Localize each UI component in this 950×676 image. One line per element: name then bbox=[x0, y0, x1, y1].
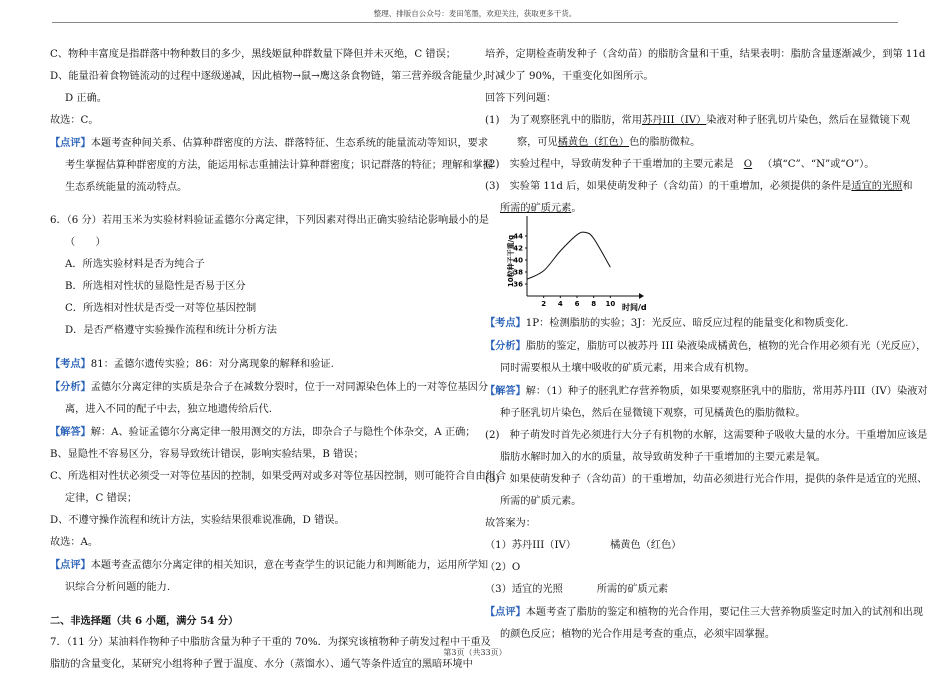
q7-sub3-text: (3) 实验第 11d 后，如果使萌发种子（含幼苗）的干重增加，必须提供的条件是 bbox=[485, 181, 852, 192]
q5-comment-line: 本题考查种间关系、估算种群密度的方法、群落特征、生态系统的能量流动等知识，要求 bbox=[90, 138, 489, 149]
q5-comment-line: 生态系统能量的流动特点。 bbox=[65, 182, 188, 193]
q7-solution-line: 种子胚乳切片染色，然后在显微镜下观察，可见橘黄色的脂肪微粒。 bbox=[500, 408, 806, 419]
q5-comment-line: 考生掌握估算种群密度的方法，能运用标志重捕法计算种群密度；识记群落的特征；理解和掌握 bbox=[65, 160, 493, 171]
analysis-tag: 【分析】 bbox=[485, 340, 526, 352]
q6-comment-line: 本题考查孟德尔分离定律的相关知识，意在考查学生的识记能力和判断能力，运用所学知 bbox=[90, 560, 489, 571]
chart-y-tick-label: 40 bbox=[513, 256, 523, 265]
q5-answer: 故选：C。 bbox=[50, 115, 99, 126]
q6-knowledge-point: 81：孟德尔遗传实验；86：对分离现象的解释和验证. bbox=[90, 359, 334, 370]
q6-solution-line: B、显隐性不容易区分，容易导致统计错误，影响实验结果，B 错误； bbox=[50, 449, 364, 460]
final-answer-3: （3）适宜的光照 bbox=[485, 584, 563, 595]
knowledge-point-tag: 【考点】 bbox=[50, 358, 91, 370]
chart-y-tick-label: 36 bbox=[513, 280, 523, 289]
q7-sub1-text: 察，可见 bbox=[517, 137, 558, 148]
q6-comment-line: 识综合分析问题的能力. bbox=[65, 582, 171, 593]
q7-sub1-text: (1) 为了观察胚乳中的脂肪，常用 bbox=[485, 115, 643, 126]
q7-sub3-answer-blank: 所需的矿质元素 bbox=[500, 203, 572, 214]
dry-weight-chart bbox=[505, 216, 655, 312]
q7-sub1-answer-blank: 苏丹III（IV） bbox=[642, 115, 707, 126]
chart-y-tick-label: 44 bbox=[513, 232, 523, 241]
q7-stem-line: 培养，定期检查萌发种子（含幼苗）的脂肪含量和干重，结果表明：脂肪含量逐渐减少，到第 11d bbox=[485, 49, 926, 60]
dry-weight-chart-container bbox=[485, 220, 900, 312]
final-answer-2: （2）O bbox=[485, 562, 521, 573]
page-header: 整理、排版自公众号：麦田笔墨，欢迎关注，获取更多干货。 bbox=[373, 9, 577, 18]
q6-stem: 6．（6 分）若用玉米为实验材料验证孟德尔分离定律，下列因素对得出正确实验结论影响最小的是 bbox=[50, 215, 489, 226]
chart-x-tick-label: 10 bbox=[605, 300, 616, 308]
final-answer-1: （1）苏丹III（IV） bbox=[485, 540, 577, 551]
q7-sub3-answer-blank: 适宜的光照 bbox=[851, 181, 903, 192]
q7-solution-line: 脂肪水解时加入的水的质量，故导致萌发种子干重增加的主要元素是氧。 bbox=[500, 452, 826, 463]
solution-tag: 【解答】 bbox=[50, 426, 91, 438]
q6-option-c: C．所选相对性状是否受一对等位基因控制 bbox=[65, 303, 257, 314]
chart-y-tick-label: 42 bbox=[513, 244, 523, 253]
q6-analysis-line: 离，进入不同的配子中去，独立地遗传给后代. bbox=[65, 404, 272, 415]
q5-option-c-analysis: C、物种丰富度是指群落中物种数目的多少，黑线姬鼠种群数量下降但并未灭绝，C 错误； bbox=[50, 49, 456, 60]
final-answer-3b: 所需的矿质元素 bbox=[596, 584, 669, 595]
q7-analysis-line: 脂肪的鉴定，脂肪可以被苏丹 III 染液染成橘黄色，植物的光合作用必须有光（光反应）， bbox=[525, 341, 927, 352]
q7-stem-line: 脂肪的含量变化，某研究小组将种子置于温度、水分（蒸馏水）、通气等条件适宜的黑暗环境中 bbox=[50, 659, 473, 670]
q7-solution-line: (2) 种子萌发时首先必须进行大分子有机物的水解，这需要种子吸收大量的水分。干重增加应该是 bbox=[485, 430, 928, 441]
knowledge-point-tag: 【考点】 bbox=[485, 317, 526, 329]
q6-option-a: A．所选实验材料是否为纯合子 bbox=[65, 259, 205, 270]
chart-x-tick-label: 8 bbox=[591, 300, 597, 308]
comment-tag: 【点评】 bbox=[485, 606, 526, 618]
q7-sub1-text: 染液对种子胚乳切片染色，然后在显微镜下观 bbox=[706, 115, 911, 126]
q7-sub1-text: 色的脂肪微粒。 bbox=[629, 137, 701, 148]
final-answer-1b: 橘黄色（红色） bbox=[610, 540, 682, 551]
q6-option-b: B．所选相对性状的显隐性是否易于区分 bbox=[65, 281, 246, 292]
q6-answer: 故选：A。 bbox=[50, 537, 99, 548]
comment-tag: 【点评】 bbox=[50, 137, 91, 149]
q7-sub2-text: (2) 实验过程中，导致萌发种子干重增加的主要元素是 bbox=[485, 159, 734, 170]
chart-y-axis-label: 10粒种子干重/g bbox=[507, 234, 515, 288]
q6-solution-line: 定律，C 错误； bbox=[65, 493, 138, 504]
header-divider bbox=[52, 22, 898, 23]
q7-prompt: 回答下列问题： bbox=[485, 93, 557, 104]
chart-x-tick-label: 6 bbox=[574, 300, 580, 308]
chart-x-axis-label: 时间/d bbox=[622, 303, 647, 312]
q6-answer-paren: （ ） bbox=[65, 237, 106, 248]
q7-stem-line: 时减少了 90%，干重变化如图所示。 bbox=[485, 71, 654, 82]
comment-tag: 【点评】 bbox=[50, 559, 91, 571]
q5-option-d-verdict: D 正确。 bbox=[65, 93, 107, 104]
section-heading: 二、非选择题（共 6 小题，满分 54 分） bbox=[50, 615, 239, 627]
chart-y-tick-label: 38 bbox=[513, 268, 523, 277]
q7-solution-line: 所需的矿质元素。 bbox=[500, 496, 582, 507]
q7-sub2-text: （填“C”、“N”或“O”）。 bbox=[762, 159, 875, 170]
q6-solution-line: 解：A、验证孟德尔分离定律一般用测交的方法，即杂合子与隐性个体杂交，A 正确； bbox=[90, 427, 476, 438]
q6-solution-line: D、不遵守操作流程和统计方法，实验结果很难说准确，D 错误。 bbox=[50, 515, 345, 526]
q7-stem-line: 7．（11 分）某油料作物种子中脂肪含量为种子干重的 70%．为探究该植物种子萌发过程中干重及 bbox=[50, 637, 491, 648]
q7-solution-line: 解：（1）种子的胚乳贮存营养物质，如果要观察胚乳中的脂肪，常用苏丹III（IV）染液对 bbox=[525, 386, 928, 397]
solution-tag: 【解答】 bbox=[485, 385, 526, 397]
chart-dry-weight-line bbox=[527, 232, 610, 279]
page-footer: 第3页（共33页） bbox=[443, 648, 507, 657]
q7-sub2-answer-blank: O bbox=[743, 159, 753, 170]
q7-solution-line: (3) 如果使萌发种子（含幼苗）的干重增加，幼苗必须进行光合作用，提供的条件是适宜的光照、 bbox=[485, 474, 928, 485]
answer-title: 故答案为： bbox=[485, 518, 536, 529]
q6-analysis-line: 孟德尔分离定律的实质是杂合子在减数分裂时，位于一对同源染色体上的一对等位基因分 bbox=[90, 382, 489, 393]
analysis-tag: 【分析】 bbox=[50, 381, 91, 393]
q6-option-d: D．是否严格遵守实验操作流程和统计分析方法 bbox=[65, 325, 277, 336]
q6-solution-line: C、所选相对性状必须受一对等位基因的控制，如果受两对或多对等位基因控制，则可能符合自由组合 bbox=[50, 471, 507, 482]
q7-analysis-line: 同时需要根从土壤中吸收的矿质元素，用来合成有机物。 bbox=[500, 363, 755, 374]
q7-comment-line: 的颜色反应；植物的光合作用是考查的重点，必须牢固掌握。 bbox=[500, 629, 776, 640]
chart-x-axis-arrow bbox=[639, 293, 644, 299]
q7-knowledge-point: 1P：检测脂肪的实验；3J：光反应、暗反应过程的能量变化和物质变化. bbox=[525, 318, 849, 329]
q7-comment-line: 本题考查了脂肪的鉴定和植物的光合作用，要记住三大营养物质鉴定时加入的试剂和出现 bbox=[525, 607, 924, 618]
chart-x-tick-label: 4 bbox=[557, 300, 563, 308]
q7-sub3-text: 。 bbox=[571, 203, 582, 214]
q7-sub3-text: 和 bbox=[902, 181, 913, 192]
chart-x-tick-label: 2 bbox=[541, 300, 547, 308]
right-column bbox=[485, 44, 928, 646]
q5-option-d-analysis: D、能量沿着食物链流动的过程中逐级递减，因此植物→鼠→鹰这条食物链，第三营养级含能量少， bbox=[50, 71, 493, 82]
q7-sub1-answer-blank: 橘黄色（红色） bbox=[557, 137, 630, 148]
